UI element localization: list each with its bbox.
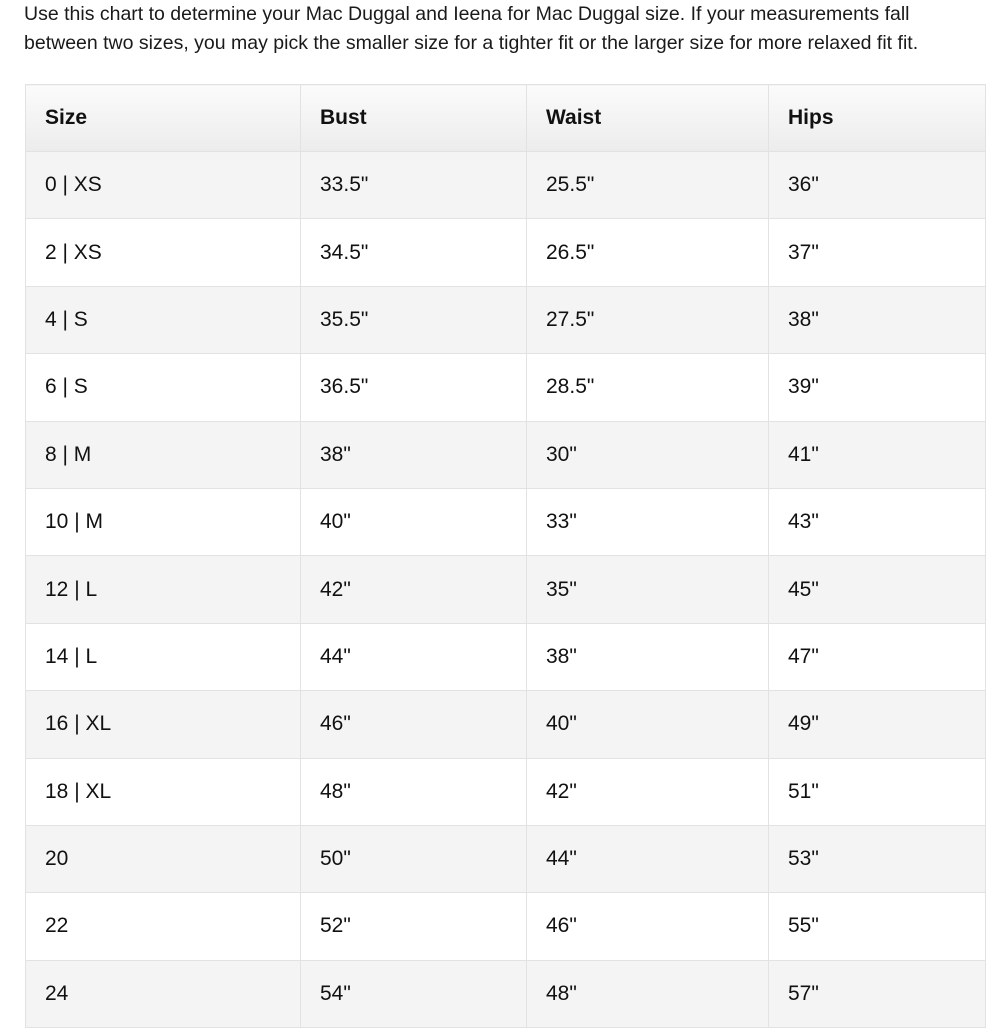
header-size: Size bbox=[26, 85, 301, 152]
table-row bbox=[26, 960, 986, 1027]
cell-hips: 37" bbox=[769, 219, 986, 286]
table-row bbox=[26, 219, 986, 286]
cell-size: 10 | M bbox=[26, 488, 301, 555]
cell-waist: 26.5" bbox=[527, 219, 769, 286]
table-row bbox=[26, 488, 986, 555]
table-row bbox=[26, 556, 986, 623]
size-chart-table bbox=[25, 84, 986, 1028]
cell-size: 2 | XS bbox=[26, 219, 301, 286]
cell-waist: 46" bbox=[527, 893, 769, 960]
cell-size: 16 | XL bbox=[26, 691, 301, 758]
table-row bbox=[26, 825, 986, 892]
table-row bbox=[26, 691, 986, 758]
table-row bbox=[26, 758, 986, 825]
cell-bust: 40" bbox=[301, 488, 527, 555]
cell-hips: 39" bbox=[769, 354, 986, 421]
cell-bust: 52" bbox=[301, 893, 527, 960]
cell-hips: 47" bbox=[769, 623, 986, 690]
cell-bust: 36.5" bbox=[301, 354, 527, 421]
table-row bbox=[26, 893, 986, 960]
cell-size: 18 | XL bbox=[26, 758, 301, 825]
cell-waist: 44" bbox=[527, 825, 769, 892]
cell-hips: 41" bbox=[769, 421, 986, 488]
cell-waist: 25.5" bbox=[527, 152, 769, 219]
cell-hips: 45" bbox=[769, 556, 986, 623]
cell-bust: 35.5" bbox=[301, 286, 527, 353]
cell-bust: 42" bbox=[301, 556, 527, 623]
cell-size: 6 | S bbox=[26, 354, 301, 421]
table-row bbox=[26, 354, 986, 421]
cell-hips: 51" bbox=[769, 758, 986, 825]
cell-size: 14 | L bbox=[26, 623, 301, 690]
cell-bust: 44" bbox=[301, 623, 527, 690]
header-hips: Hips bbox=[769, 85, 986, 152]
table-row bbox=[26, 286, 986, 353]
cell-waist: 42" bbox=[527, 758, 769, 825]
cell-hips: 38" bbox=[769, 286, 986, 353]
cell-hips: 57" bbox=[769, 960, 986, 1027]
intro-text bbox=[24, 0, 984, 58]
cell-size: 4 | S bbox=[26, 286, 301, 353]
cell-bust: 48" bbox=[301, 758, 527, 825]
cell-size: 8 | M bbox=[26, 421, 301, 488]
cell-size: 0 | XS bbox=[26, 152, 301, 219]
cell-size: 24 bbox=[26, 960, 301, 1027]
cell-bust: 46" bbox=[301, 691, 527, 758]
cell-bust: 34.5" bbox=[301, 219, 527, 286]
cell-size: 12 | L bbox=[26, 556, 301, 623]
cell-bust: 54" bbox=[301, 960, 527, 1027]
cell-bust: 38" bbox=[301, 421, 527, 488]
table-body bbox=[26, 152, 986, 1028]
cell-hips: 49" bbox=[769, 691, 986, 758]
cell-hips: 36" bbox=[769, 152, 986, 219]
cell-waist: 33" bbox=[527, 488, 769, 555]
table-row bbox=[26, 623, 986, 690]
table-row bbox=[26, 152, 986, 219]
table-row bbox=[26, 421, 986, 488]
cell-waist: 28.5" bbox=[527, 354, 769, 421]
cell-bust: 33.5" bbox=[301, 152, 527, 219]
cell-bust: 50" bbox=[301, 825, 527, 892]
cell-hips: 53" bbox=[769, 825, 986, 892]
cell-waist: 30" bbox=[527, 421, 769, 488]
cell-size: 22 bbox=[26, 893, 301, 960]
table-header bbox=[26, 85, 986, 152]
intro-line-2: between two sizes, you may pick the smaller size for a tighter fit or the larger size for more relaxed fit fit. bbox=[24, 32, 919, 54]
header-bust: Bust bbox=[301, 85, 527, 152]
cell-waist: 48" bbox=[527, 960, 769, 1027]
cell-hips: 55" bbox=[769, 893, 986, 960]
cell-size: 20 bbox=[26, 825, 301, 892]
cell-waist: 27.5" bbox=[527, 286, 769, 353]
intro-line-1: Use this chart to determine your Mac Duggal and Ieena for Mac Duggal size. If your measurements fall bbox=[24, 3, 910, 25]
header-row bbox=[26, 85, 986, 152]
header-waist: Waist bbox=[527, 85, 769, 152]
cell-waist: 38" bbox=[527, 623, 769, 690]
cell-waist: 40" bbox=[527, 691, 769, 758]
cell-waist: 35" bbox=[527, 556, 769, 623]
cell-hips: 43" bbox=[769, 488, 986, 555]
